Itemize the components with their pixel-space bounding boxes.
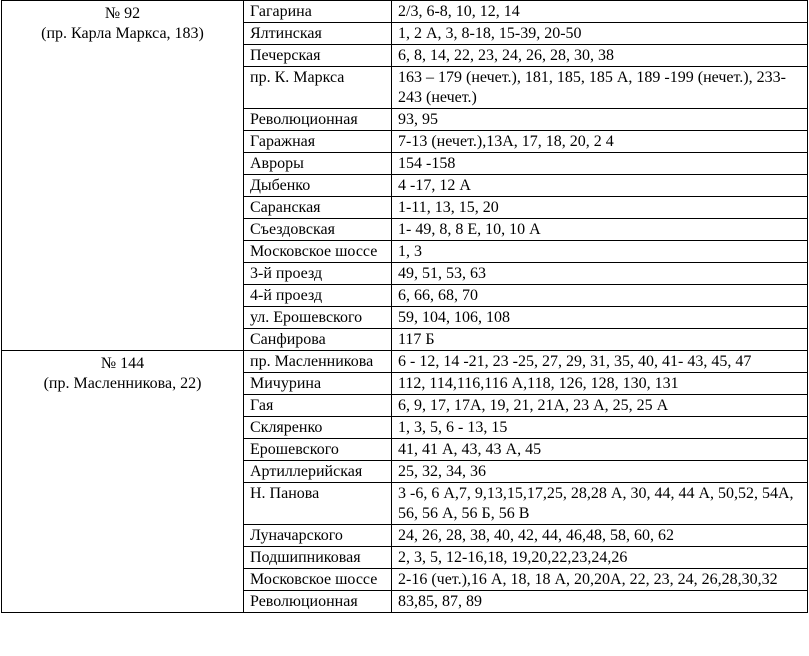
street-name: Скляренко [244, 417, 392, 439]
house-numbers: 4 -17, 12 А [392, 175, 808, 197]
house-numbers: 6 - 12, 14 -21, 23 -25, 27, 29, 31, 35, 40, 41- 43, 45, 47 [392, 351, 808, 373]
house-numbers: 6, 66, 68, 70 [392, 285, 808, 307]
street-name: Мичурина [244, 373, 392, 395]
street-name: Ялтинская [244, 23, 392, 45]
street-name: Московское шоссе [244, 241, 392, 263]
school-cell [2, 1, 244, 351]
street-name: Подшипниковая [244, 547, 392, 569]
house-numbers: 1, 2 А, 3, 8-18, 15-39, 20-50 [392, 23, 808, 45]
street-name: Саранская [244, 197, 392, 219]
street-name: Авроры [244, 153, 392, 175]
house-numbers: 6, 9, 17, 17А, 19, 21, 21А, 23 А, 25, 25 А [392, 395, 808, 417]
street-name: Московское шоссе [244, 569, 392, 591]
house-numbers: 41, 41 А, 43, 43 А, 45 [392, 439, 808, 461]
table-body [2, 1, 808, 613]
house-numbers: 83,85, 87, 89 [392, 591, 808, 613]
street-name: Н. Панова [244, 483, 392, 525]
street-name: Ерошевского [244, 439, 392, 461]
house-numbers: 24, 26, 28, 38, 40, 42, 44, 46,48, 58, 60, 62 [392, 525, 808, 547]
school-address: (пр. Карла Маркса, 183) [41, 25, 204, 42]
street-name: пр. Масленникова [244, 351, 392, 373]
house-numbers: 25, 32, 34, 36 [392, 461, 808, 483]
house-numbers: 7-13 (нечет.),13А, 17, 18, 20, 2 4 [392, 131, 808, 153]
street-name: 4-й проезд [244, 285, 392, 307]
house-numbers: 1, 3, 5, 6 - 13, 15 [392, 417, 808, 439]
house-numbers: 59, 104, 106, 108 [392, 307, 808, 329]
school-address: (пр. Масленникова, 22) [43, 375, 202, 392]
house-numbers: 2/3, 6-8, 10, 12, 14 [392, 1, 808, 23]
house-numbers: 49, 51, 53, 63 [392, 263, 808, 285]
street-name: Гая [244, 395, 392, 417]
street-name: 3-й проезд [244, 263, 392, 285]
house-numbers: 1-11, 13, 15, 20 [392, 197, 808, 219]
house-numbers: 1- 49, 8, 8 Е, 10, 10 А [392, 219, 808, 241]
school-number: № 144 [100, 355, 145, 372]
school-district-table [1, 0, 808, 613]
house-numbers: 2, 3, 5, 12-16,18, 19,20,22,23,24,26 [392, 547, 808, 569]
street-name: Революционная [244, 591, 392, 613]
street-name: Революционная [244, 109, 392, 131]
house-numbers: 93, 95 [392, 109, 808, 131]
house-numbers: 112, 114,116,116 А,118, 126, 128, 130, 131 [392, 373, 808, 395]
street-name: Санфирова [244, 329, 392, 351]
school-number: № 92 [104, 5, 141, 22]
street-name: пр. К. Маркса [244, 67, 392, 109]
street-name: ул. Ерошевского [244, 307, 392, 329]
street-name: Печерская [244, 45, 392, 67]
house-numbers: 154 -158 [392, 153, 808, 175]
house-numbers: 1, 3 [392, 241, 808, 263]
table-row [2, 351, 808, 373]
house-numbers: 163 – 179 (нечет.), 181, 185, 185 А, 189 -199 (нечет.), 233-243 (нечет.) [392, 67, 808, 109]
house-numbers: 2-16 (чет.),16 А, 18, 18 А, 20,20А, 22, 23, 24, 26,28,30,32 [392, 569, 808, 591]
house-numbers: 3 -6, 6 А,7, 9,13,15,17,25, 28,28 А, 30, 44, 44 А, 50,52, 54А, 56, 56 А, 56 Б, 56 В [392, 483, 808, 525]
street-name: Гагарина [244, 1, 392, 23]
house-numbers: 117 Б [392, 329, 808, 351]
table-row [2, 1, 808, 23]
school-cell [2, 351, 244, 613]
street-name: Гаражная [244, 131, 392, 153]
street-name: Дыбенко [244, 175, 392, 197]
house-numbers: 6, 8, 14, 22, 23, 24, 26, 28, 30, 38 [392, 45, 808, 67]
street-name: Луначарского [244, 525, 392, 547]
street-name: Съездовская [244, 219, 392, 241]
street-name: Артиллерийская [244, 461, 392, 483]
